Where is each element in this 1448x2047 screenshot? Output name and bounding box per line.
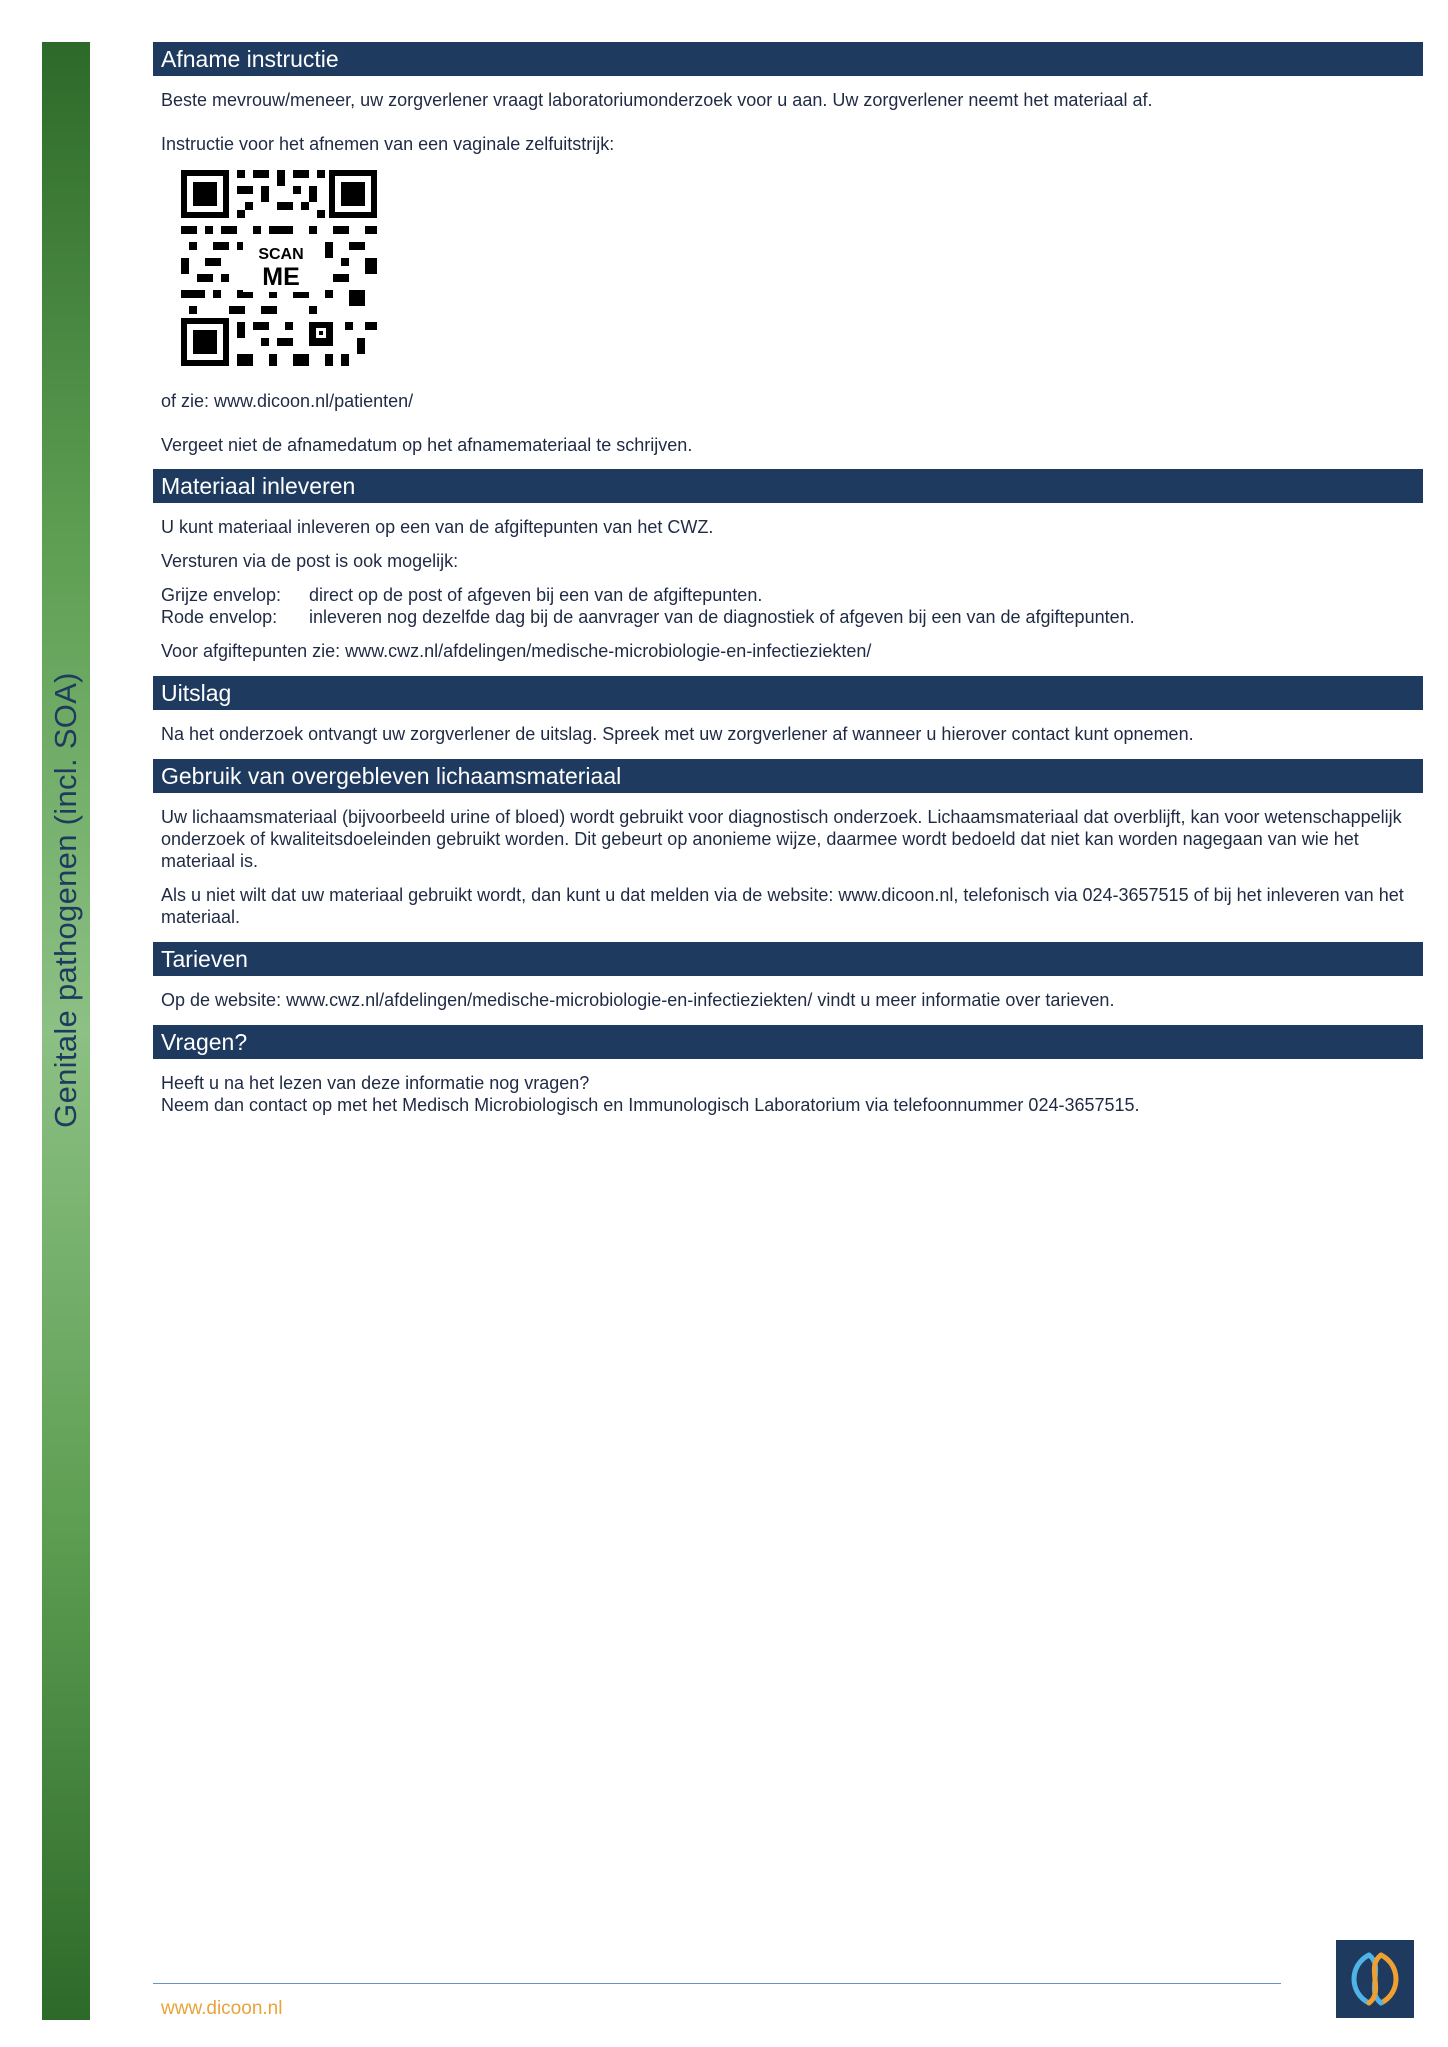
gebruik-text1: Uw lichaamsmateriaal (bijvoorbeeld urine of bloed) wordt gebruikt voor diagnostisch onderzoek. Lichaamsmateriaal dat overblijft, kan voor wetenschappelijk onderzoek of kwaliteitsdoeleinden gebruikt worden. Dit gebeurt op anonieme wijze, daarmee wordt bedoeld dat niet kan worden nagegaan van wie het materiaal is. xyxy=(161,807,1402,871)
section-header-gebruik: Gebruik van overgebleven lichaamsmateriaal xyxy=(153,759,1423,793)
afname-intro: Beste mevrouw/meneer, uw zorgverlener vraagt laboratoriumonderzoek voor u aan. Uw zorgverlener neemt het materiaal af. xyxy=(161,90,1153,110)
qr-me-label: ME xyxy=(262,263,300,291)
red-envelope-label: Rode envelop: xyxy=(161,607,278,627)
dicoon-logo xyxy=(1336,1940,1414,2018)
envelope-row-grey xyxy=(153,584,1423,606)
afname-instruction: Instructie voor het afnemen van een vaginale zelfuitstrijk: xyxy=(161,134,615,154)
vragen-line2: Neem dan contact op met het Medisch Microbiologisch en Immunologisch Laboratorium via telefoonnummer 024-3657515. xyxy=(161,1095,1140,1115)
grey-envelope-text: direct op de post of afgeven bij een van de afgiftepunten. xyxy=(309,585,763,605)
envelope-row-red xyxy=(153,606,1423,628)
uitslag-text: Na het onderzoek ontvangt uw zorgverlener de uitslag. Spreek met uw zorgverlener af wanneer u hierover contact kunt opnemen. xyxy=(161,724,1194,744)
qr-code-wrapper xyxy=(153,168,1423,368)
inleveren-line3: Voor afgiftepunten zie: www.cwz.nl/afdelingen/medische-microbiologie-en-infectieziekten/ xyxy=(161,641,872,661)
afname-see-also: of zie: www.dicoon.nl/patienten/ xyxy=(161,391,414,411)
qr-code[interactable] xyxy=(179,168,379,368)
vragen-line1: Heeft u na het lezen van deze informatie nog vragen? xyxy=(161,1073,590,1093)
inleveren-line1: U kunt materiaal inleveren op een van de afgiftepunten van het CWZ. xyxy=(161,517,714,537)
section-header-uitslag: Uitslag xyxy=(153,676,1423,710)
content xyxy=(153,42,1423,1116)
red-envelope-text: inleveren nog dezelfde dag bij de aanvrager van de diagnostiek of afgeven bij een van de afgiftepunten. xyxy=(309,607,1135,627)
section-header-vragen: Vragen? xyxy=(153,1025,1423,1059)
inleveren-line2: Versturen via de post is ook mogelijk: xyxy=(161,551,459,571)
qr-scan-label: SCAN xyxy=(258,246,304,263)
footer-divider xyxy=(153,1983,1281,1984)
section-header-afname: Afname instructie xyxy=(153,42,1423,76)
section-header-inleveren: Materiaal inleveren xyxy=(153,469,1423,503)
footer-url[interactable]: www.dicoon.nl xyxy=(161,1998,283,2019)
side-title: Genitale pathogenen (incl. SOA) xyxy=(48,672,83,1128)
tarieven-text: Op de website: www.cwz.nl/afdelingen/medische-microbiologie-en-infectieziekten/ vindt u meer informatie over tarieven. xyxy=(161,990,1115,1010)
dicoon-logo-icon xyxy=(1343,1947,1407,2011)
afname-reminder: Vergeet niet de afnamedatum op het afnamemateriaal te schrijven. xyxy=(161,435,693,455)
grey-envelope-label: Grijze envelop: xyxy=(161,585,282,605)
section-header-tarieven: Tarieven xyxy=(153,942,1423,976)
gebruik-text2: Als u niet wilt dat uw materiaal gebruikt wordt, dan kunt u dat melden via de website: www.dicoon.nl, telefonisch via 024-3657515 of bij het inleveren van het materiaal. xyxy=(161,885,1404,927)
